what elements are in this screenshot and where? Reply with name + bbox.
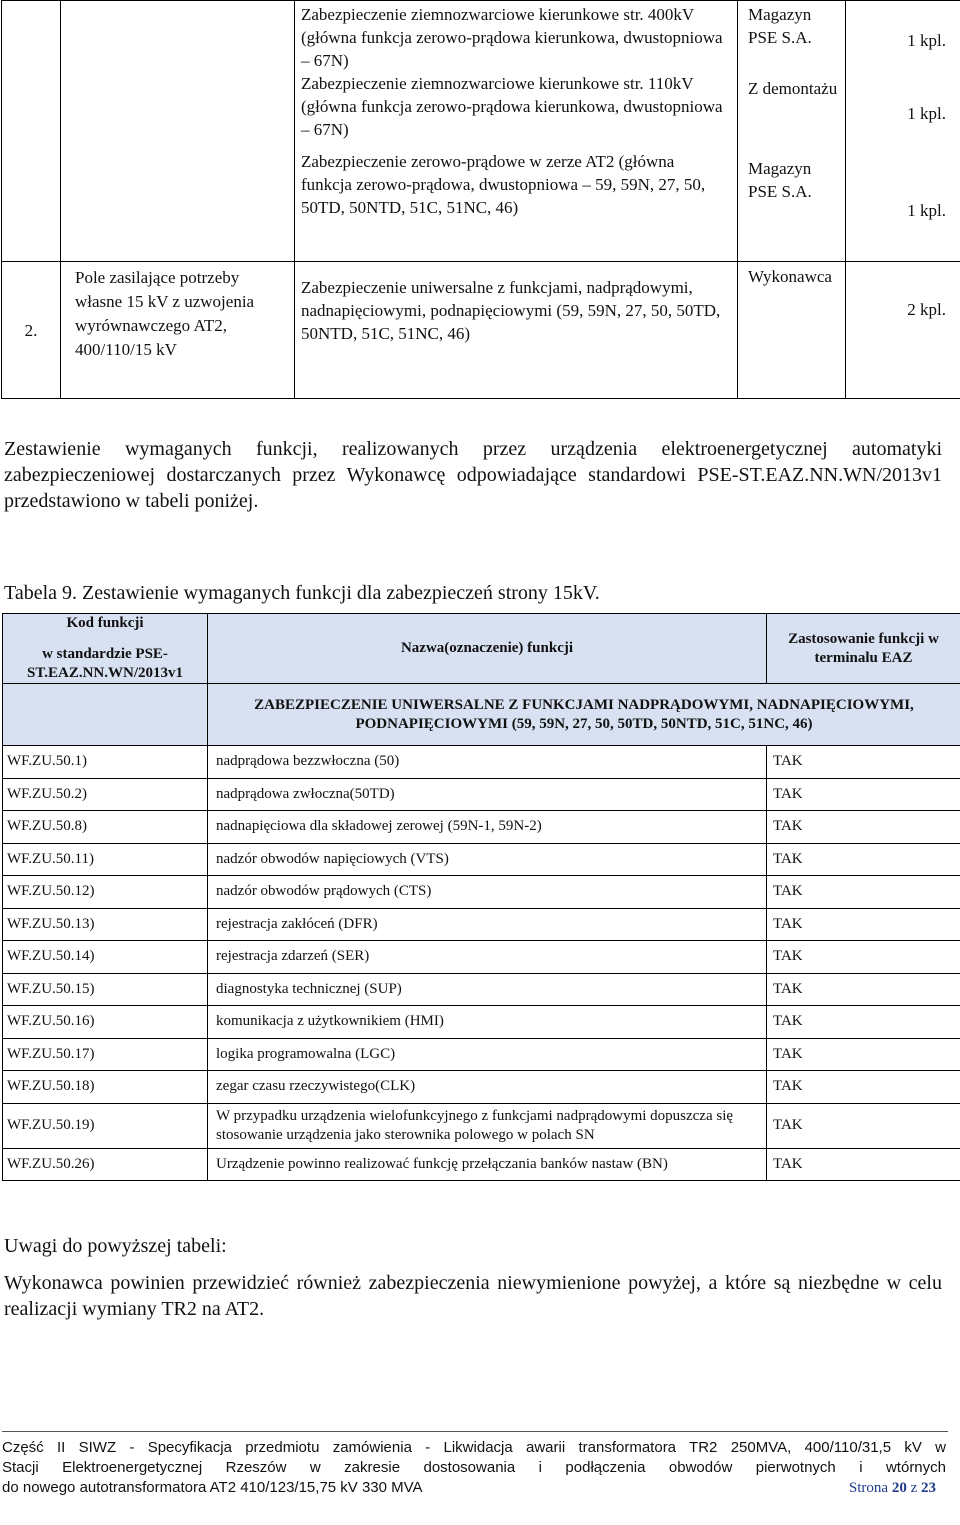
table-row bbox=[3, 843, 960, 876]
lp-cell bbox=[2, 1, 61, 262]
function-code-cell: WF.ZU.50.2) bbox=[3, 778, 208, 811]
description-text: Zabezpieczenie ziemnozwarciowe kierunkowe str. 110kV (główna funkcja zerowo-prądowa kierunkowa, dwustopniowa – 67N) bbox=[301, 74, 723, 139]
function-name-cell: rejestracja zakłóceń (DFR) bbox=[208, 908, 767, 941]
pole-text: Pole zasilające potrzeby własne 15 kV z uzwojenia wyrównawczego AT2, 400/110/15 kV bbox=[75, 268, 255, 359]
function-code-cell: WF.ZU.50.11) bbox=[3, 843, 208, 876]
function-code-cell: WF.ZU.50.14) bbox=[3, 941, 208, 974]
quantity-text: 1 kpl. bbox=[907, 201, 946, 220]
page-label: Strona bbox=[848, 1480, 889, 1496]
function-code-cell: WF.ZU.50.15) bbox=[3, 973, 208, 1006]
function-code-cell: WF.ZU.50.18) bbox=[3, 1071, 208, 1104]
function-use-cell: TAK bbox=[767, 941, 960, 974]
quantity-cell bbox=[846, 262, 960, 399]
description-cell bbox=[295, 262, 738, 399]
function-code-cell: WF.ZU.50.12) bbox=[3, 876, 208, 909]
table-row bbox=[3, 876, 960, 909]
intro-paragraph: Zestawienie wymaganych funkcji, realizowanych przez urządzenia elektroenergetycznej automatyki zabezpieczeniowej dostarczanych przez Wykonawcę odpowiadające standardowi PSE-ST.EAZ.NN.WN/2013v1 przedstawiono w tabeli poniżej. bbox=[4, 438, 942, 512]
footer-line: Część II SIWZ - Specyfikacja przedmiotu zamówienia - Likwidacja awarii transformatora TR2 250MVA, 400/110/31,5 kV w bbox=[2, 1439, 946, 1456]
table-row bbox=[3, 1006, 960, 1039]
function-name-cell: nadnapięciowa dla składowej zerowej (59N-1, 59N-2) bbox=[208, 811, 767, 844]
description-text: Zabezpieczenie zerowo-prądowe w zerze AT2 (główna funkcja zerowo-prądowa, dwustopniowa – 59, 59N, 27, 50, 50TD, 50NTD, 51C, 51NC, 46) bbox=[301, 152, 706, 217]
function-code-cell: WF.ZU.50.1) bbox=[3, 746, 208, 779]
quantity-cell bbox=[846, 1, 960, 262]
function-code-cell: WF.ZU.50.16) bbox=[3, 1006, 208, 1039]
function-name-cell: nadprądowa zwłoczna(50TD) bbox=[208, 778, 767, 811]
header-code-line1: Kod funkcji bbox=[66, 615, 144, 631]
function-use-cell: TAK bbox=[767, 876, 960, 909]
function-use-cell: TAK bbox=[767, 908, 960, 941]
table-row bbox=[3, 778, 960, 811]
function-use-cell: TAK bbox=[767, 1038, 960, 1071]
notes-paragraph: Wykonawca powinien przewidzieć również zabezpieczenia niewymienione powyżej, a które są niezbędne w celu realizacji wymiany TR2 na AT2. bbox=[4, 1272, 942, 1320]
function-name-cell: rejestracja zdarzeń (SER) bbox=[208, 941, 767, 974]
footer-line: do nowego autotransformatora AT2 410/123/15,75 kV 330 MVA bbox=[2, 1479, 423, 1496]
page-current: 20 bbox=[891, 1480, 907, 1496]
source-text: Magazyn PSE S.A. bbox=[748, 5, 812, 47]
footer-line: Stacji Elektroenergetycznej Rzeszów w zakresie dostosowania i podłączenia obwodów pierwotnych i wtórnych bbox=[2, 1459, 946, 1476]
quantity-text: 1 kpl. bbox=[907, 31, 946, 50]
function-name-cell: zegar czasu rzeczywistego(CLK) bbox=[208, 1071, 767, 1104]
source-text: Z demontażu bbox=[748, 79, 838, 98]
function-code-cell: WF.ZU.50.17) bbox=[3, 1038, 208, 1071]
group-empty-cell bbox=[3, 684, 208, 746]
source-text: Magazyn PSE S.A. bbox=[748, 159, 812, 201]
group-title: ZABEZPIECZENIE UNIWERSALNE Z FUNKCJAMI NADPRĄDOWYMI, NADNAPIĘCIOWYMI, PODNAPIĘCIOWYMI (59, 59N, 27, 50, 50TD, 50NTD, 51C, 51NC, 46) bbox=[208, 684, 960, 746]
table-row bbox=[3, 811, 960, 844]
function-use-cell: TAK bbox=[767, 1148, 960, 1181]
lp-cell: 2. bbox=[2, 262, 61, 399]
notes-title: Uwagi do powyższej tabeli: bbox=[4, 1235, 227, 1257]
function-name-cell: nadzór obwodów prądowych (CTS) bbox=[208, 876, 767, 909]
function-use-cell: TAK bbox=[767, 1103, 960, 1148]
function-code-cell: WF.ZU.50.26) bbox=[3, 1148, 208, 1181]
quantity-text: 2 kpl. bbox=[907, 300, 946, 319]
function-name-cell: Urządzenie powinno realizować funkcję przełączania banków nastaw (BN) bbox=[208, 1148, 767, 1181]
table-row bbox=[3, 908, 960, 941]
header-use: Zastosowanie funkcji w terminalu EAZ bbox=[767, 614, 960, 684]
function-name-cell: nadprądowa bezzwłoczna (50) bbox=[208, 746, 767, 779]
source-cell bbox=[738, 262, 846, 399]
function-use-cell: TAK bbox=[767, 843, 960, 876]
function-name-cell: logika programowalna (LGC) bbox=[208, 1038, 767, 1071]
function-use-cell: TAK bbox=[767, 746, 960, 779]
description-cell bbox=[295, 1, 738, 262]
page-footer bbox=[2, 1438, 946, 1498]
table-row bbox=[3, 941, 960, 974]
header-name: Nazwa(oznaczenie) funkcji bbox=[208, 614, 767, 684]
header-code-line2: w standardzie PSE-ST.EAZ.NN.WN/2013v1 bbox=[27, 646, 183, 681]
function-name-cell: komunikacja z użytkownikiem (HMI) bbox=[208, 1006, 767, 1039]
equipment-table bbox=[1, 0, 960, 399]
function-name-cell: diagnostyka technicznej (SUP) bbox=[208, 973, 767, 1006]
table-row bbox=[2, 262, 960, 399]
group-header-row bbox=[3, 684, 960, 746]
function-code-cell: WF.ZU.50.8) bbox=[3, 811, 208, 844]
table-row bbox=[2, 1, 960, 262]
table-row bbox=[3, 746, 960, 779]
description-text: Zabezpieczenie ziemnozwarciowe kierunkowe str. 400kV (główna funkcja zerowo-prądowa kierunkowa, dwustopniowa – 67N) bbox=[301, 5, 723, 70]
page-total: 23 bbox=[921, 1480, 936, 1496]
table-caption: Tabela 9. Zestawienie wymaganych funkcji dla zabezpieczeń strony 15kV. bbox=[4, 582, 600, 604]
function-use-cell: TAK bbox=[767, 778, 960, 811]
quantity-text: 1 kpl. bbox=[907, 104, 946, 123]
pole-cell bbox=[61, 262, 295, 399]
source-text: Wykonawca bbox=[748, 267, 832, 286]
function-name-cell: W przypadku urządzenia wielofunkcyjnego z funkcjami nadprądowymi dopuszcza się stosowanie urządzenia jako sterownika polowego w polach SN bbox=[208, 1103, 767, 1148]
source-cell bbox=[738, 1, 846, 262]
description-text: Zabezpieczenie uniwersalne z funkcjami, nadprądowymi, nadnapięciowymi, podnapięciowymi (59, 59N, 27, 50, 50TD, 50NTD, 51C, 51NC, 46) bbox=[301, 278, 721, 343]
page-of: z bbox=[910, 1480, 918, 1496]
footer-divider bbox=[2, 1431, 948, 1432]
function-use-cell: TAK bbox=[767, 811, 960, 844]
function-use-cell: TAK bbox=[767, 973, 960, 1006]
table-row bbox=[3, 1103, 960, 1148]
functions-table bbox=[2, 613, 960, 1181]
function-code-cell: WF.ZU.50.13) bbox=[3, 908, 208, 941]
table-row bbox=[3, 973, 960, 1006]
function-use-cell: TAK bbox=[767, 1006, 960, 1039]
table-row bbox=[3, 1148, 960, 1181]
table-header-row bbox=[3, 614, 960, 684]
table-row bbox=[3, 1038, 960, 1071]
pole-cell bbox=[61, 1, 295, 262]
header-code bbox=[3, 614, 208, 684]
page-number bbox=[849, 1478, 936, 1498]
function-use-cell: TAK bbox=[767, 1071, 960, 1104]
table-row bbox=[3, 1071, 960, 1104]
function-code-cell: WF.ZU.50.19) bbox=[3, 1103, 208, 1148]
function-name-cell: nadzór obwodów napięciowych (VTS) bbox=[208, 843, 767, 876]
